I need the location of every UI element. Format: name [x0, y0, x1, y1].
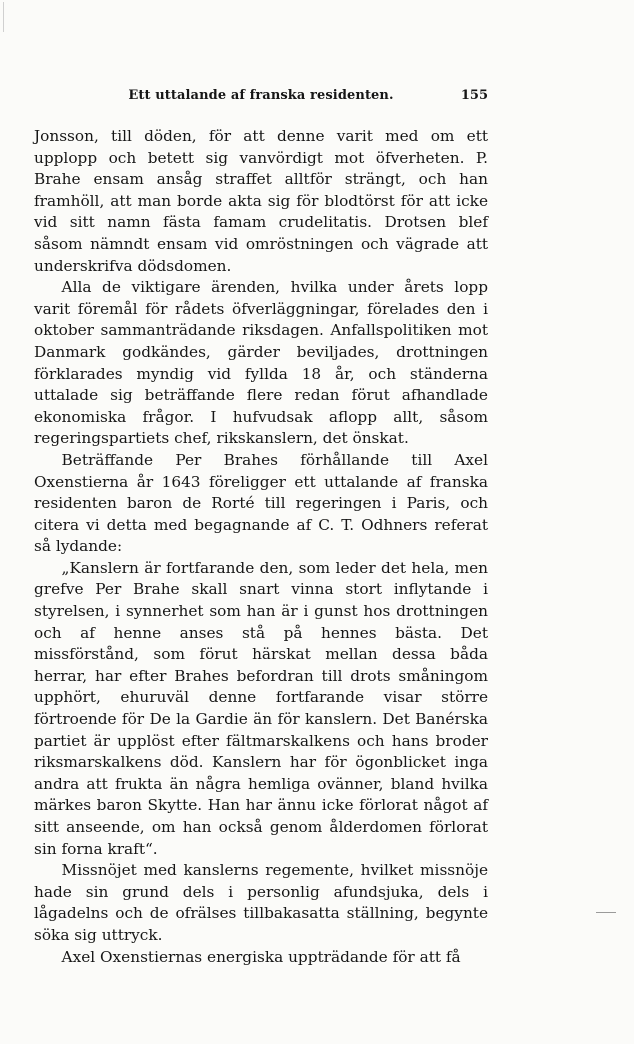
paragraph-continuation: Jonsson, till döden, för att denne varit med om ett upplopp och betett sig vanvördigt mot öfverheten. P. Brahe ensam ansåg straffet alltför strängt, och han framhöll, att man borde akta sig för blodtörst för att icke vid sitt namn fästa famam crudelitatis. Drotsen blef såsom nämndt ensam vid omröstningen och vägrade att underskrifva dödsdomen. [34, 127, 488, 275]
paragraph-quotation: „Kanslern är fortfarande den, som leder det hela, men grefve Per Brahe skall snart vinna stort inflytande i styrelsen, i synnerhet som han är i gunst hos drottningen och af henne anses stå på hennes bästa. Det missförstånd, som förut härskat mellan dessa båda herrar, har efter Brahes befordran till drots småningom upphört, ehuruväl denne fortfarande visar större förtroende för De la Gardie än för kanslern. Det Banérska partiet är upplöst efter fältmarskalkens och hans broder riksmarskalkens död. Kanslern har för ögonblicket inga andra att frukta än några hemliga ovänner, bland hvilka märkes baron Skytte. Han har ännu icke förlorat något af sitt anseende, om han också genom ålderdomen förlorat sin forna kraft“. [34, 558, 488, 858]
body-text [34, 126, 488, 968]
page-header [34, 88, 488, 110]
scan-edge-mark [3, 2, 4, 32]
page-number: 155 [460, 88, 488, 103]
paragraph-oxenstierna: Axel Oxenstiernas energiska uppträdande för att få [61, 947, 461, 966]
paragraph-riksdag: Alla de viktigare ärenden, hvilka under årets lopp varit föremål för rådets öfverläggningar, förelades den i oktober sammanträdande riksdagen. Anfallspolitiken mot Danmark godkändes, gärder beviljades, drottningen förklarades myndig vid fyllda 18 år, och ständerna uttalade sig beträffande flere redan förut afhandlade ekonomiska frågor. I hufvudsak aflopp allt, såsom regeringspartiets chef, rikskanslern, det önskat. [34, 278, 488, 448]
paragraph-rorte-report: Beträffande Per Brahes förhållande till Axel Oxenstierna år 1643 föreligger ett uttalande af franska residenten baron de Rorté till regeringen i Paris, och citera vi detta med begagnande af C. T. Odhners referat så lydande: [34, 450, 488, 556]
paragraph-discontent: Missnöjet med kanslerns regemente, hvilket missnöje hade sin grund dels i personlig afundsjuka, dels i lågadelns och de ofrälses tillbakasatta ställning, begynte söka sig uttryck. [34, 861, 488, 944]
running-head: Ett uttalande af franska residenten. [128, 88, 394, 103]
margin-rule [596, 912, 616, 913]
